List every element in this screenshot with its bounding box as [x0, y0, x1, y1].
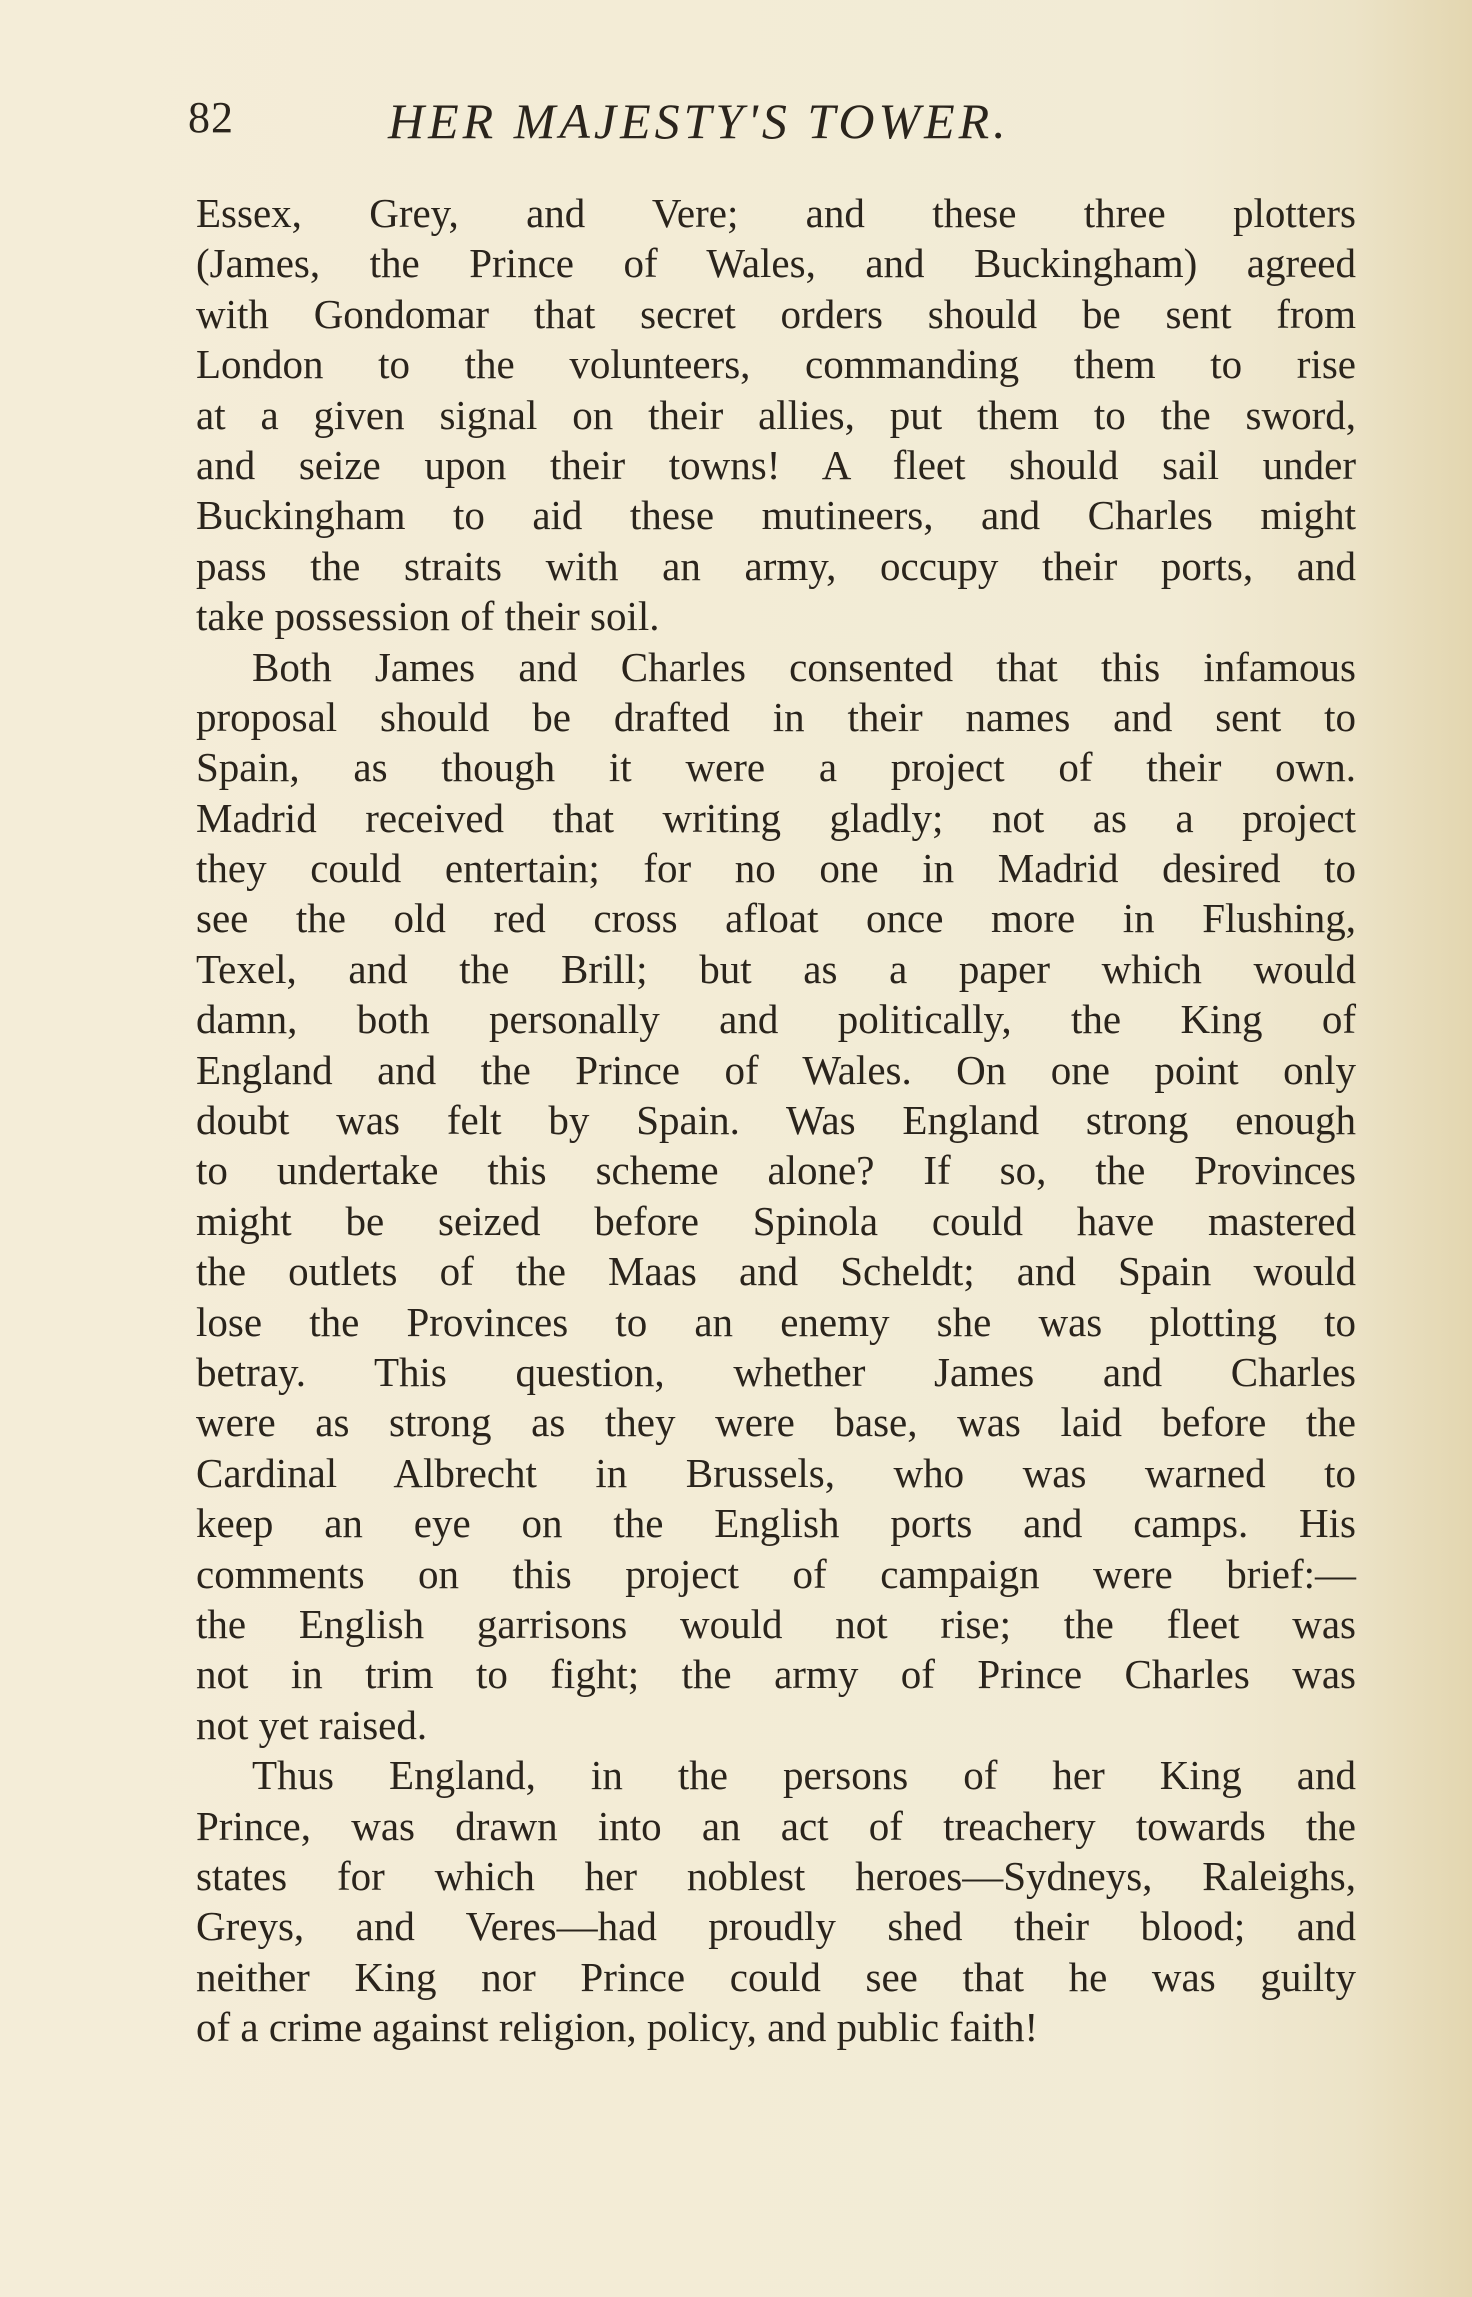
- text-line: damn, both personally and politically, the King of: [196, 996, 1356, 1043]
- running-title: HER MAJESTY'S TOWER.: [388, 93, 1010, 149]
- text-line: the English garrisons would not rise; the fleet was: [196, 1600, 1356, 1647]
- text-line: Cardinal Albrecht in Brussels, who was warned to: [196, 1449, 1356, 1496]
- text-line: take possession of their soil.: [196, 593, 660, 640]
- text-line: Buckingham to aid these mutineers, and Charles might: [196, 492, 1356, 539]
- running-head: [188, 92, 1368, 162]
- text-line: to undertake this scheme alone? If so, the Provinces: [196, 1147, 1356, 1194]
- text-line: (James, the Prince of Wales, and Buckingham) agreed: [196, 240, 1356, 287]
- text-line: at a given signal on their allies, put them to the sword,: [196, 391, 1356, 438]
- paragraph: [196, 642, 1356, 1751]
- text-line: pass the straits with an army, occupy their ports, and: [196, 542, 1356, 589]
- text-line: doubt was felt by Spain. Was England strong enough: [196, 1097, 1356, 1144]
- text-line: Madrid received that writing gladly; not as a project: [196, 794, 1356, 841]
- body-text: [196, 188, 1356, 2052]
- text-line: keep an eye on the English ports and camps. His: [196, 1500, 1356, 1547]
- text-line: Essex, Grey, and Vere; and these three plotters: [196, 190, 1356, 236]
- text-line: Thus England, in the persons of her King and: [252, 1752, 1356, 1799]
- text-line: lose the Provinces to an enemy she was plotting to: [196, 1298, 1356, 1345]
- text-line: of a crime against religion, policy, and public faith!: [196, 2004, 1039, 2051]
- text-line: Texel, and the Brill; but as a paper which would: [196, 945, 1356, 992]
- text-line: states for which her noblest heroes—Sydneys, Raleighs,: [196, 1852, 1356, 1899]
- text-line: Spain, as though it were a project of their own.: [196, 744, 1356, 791]
- text-line: not in trim to fight; the army of Prince Charles was: [196, 1651, 1356, 1698]
- text-line: neither King nor Prince could see that he was guilty: [196, 1953, 1356, 2000]
- text-line: London to the volunteers, commanding them to rise: [196, 341, 1356, 388]
- text-line: Prince, was drawn into an act of treachery towards the: [196, 1802, 1356, 1849]
- text-line: with Gondomar that secret orders should be sent from: [196, 290, 1356, 337]
- text-line: were as strong as they were base, was laid before the: [196, 1399, 1356, 1446]
- paragraph: [196, 1750, 1356, 2052]
- text-line: proposal should be drafted in their names and sent to: [196, 693, 1356, 740]
- text-line: see the old red cross afloat once more in Flushing,: [196, 895, 1356, 942]
- text-line: England and the Prince of Wales. On one point only: [196, 1046, 1356, 1093]
- text-line: Greys, and Veres—had proudly shed their blood; and: [196, 1903, 1356, 1950]
- text-line: might be seized before Spinola could have mastered: [196, 1197, 1356, 1244]
- text-line: Both James and Charles consented that this infamous: [252, 643, 1356, 690]
- text-line: betray. This question, whether James and Charles: [196, 1348, 1356, 1395]
- text-line: they could entertain; for no one in Madrid desired to: [196, 845, 1356, 892]
- paragraph: [196, 188, 1356, 642]
- page-number: 82: [188, 93, 234, 142]
- text-line: the outlets of the Maas and Scheldt; and Spain would: [196, 1248, 1356, 1295]
- text-line: comments on this project of campaign were brief:—: [196, 1550, 1356, 1597]
- text-line: not yet raised.: [196, 1701, 428, 1748]
- text-line: and seize upon their towns! A fleet should sail under: [196, 441, 1356, 488]
